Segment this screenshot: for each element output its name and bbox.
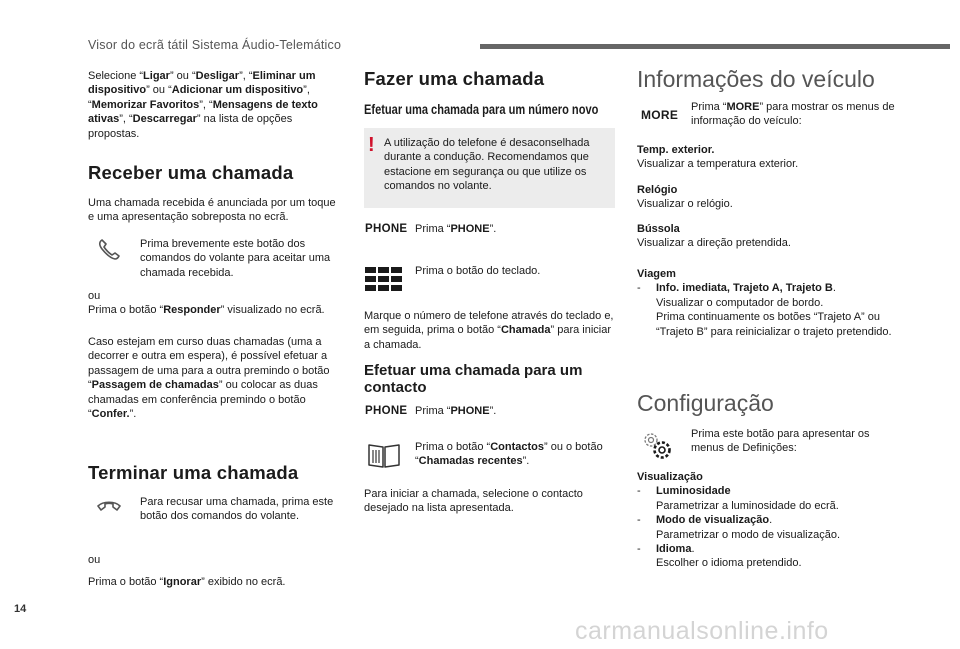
respond-text: Prima o botão “Responder” visualizado no ecrã. (88, 304, 325, 316)
trip-section: Viagem - Info. imediata, Trajeto A, Trajeto B. Visualizar o computador de bordo. Prima continuamente os botões “Trajeto A” ou “Trajeto B” para reinicializar o trajeto pretendido. (637, 268, 892, 338)
more-text: Prima “MORE” para mostrar os menus de informação do veículo: (691, 101, 895, 128)
end-call-heading: Terminar uma chamada (88, 462, 299, 483)
vehicle-item-1: Relógio Visualizar o relógio. (637, 184, 733, 211)
config-heading: Configuração (637, 390, 774, 416)
display-item-0: - Luminosidade Parametrizar a luminosidade do ecrã. (637, 485, 839, 512)
receive-icon-text: Prima brevemente este botão dos comandos do volante para aceitar uma chamada recebida. (140, 238, 331, 279)
ignore-text: Prima o botão “Ignorar” exibido no ecrã. (88, 576, 286, 588)
settings-gear-icon (640, 429, 674, 461)
phone-answer-icon (96, 236, 122, 262)
make-call-heading: Fazer uma chamada (364, 68, 545, 89)
or-text-2: ou (88, 554, 101, 566)
header-bar (480, 44, 950, 49)
phone-icon-2: PHONE (365, 405, 408, 417)
watermark: carmanualsonline.info (575, 617, 829, 645)
keypad-icon (365, 267, 403, 291)
display-item-2: - Idioma. Escolher o idioma pretendido. (637, 543, 802, 570)
vehicle-item-2: Bússola Visualizar a direção pretendida. (637, 223, 791, 250)
new-number-heading: Efetuar uma chamada para um número novo (364, 102, 599, 117)
phone-hangup-icon (96, 496, 122, 514)
warning-text: A utilização do telefone é desaconselhada durante a condução. Recomendamos que estacione em segurança ou que utilize os comandos no volante. (384, 137, 590, 193)
two-calls-text: Caso estejam em curso duas chamadas (uma a decorrer e outra em espera), é possível efetuar a passagem de uma para a outra premindo o botão “Passagem de chamadas” ou colocar as duas chamadas em conferência premindo o botão “Confer.”. (88, 336, 330, 421)
receive-call-text: Uma chamada recebida é anunciada por um toque e uma apresentação sobreposta no ecrã. (88, 197, 336, 224)
dial-text: Marque o número de telefone através do teclado e, em seguida, prima o botão “Chamada” para iniciar a chamada. (364, 310, 614, 351)
more-icon: MORE (641, 108, 679, 122)
receive-call-heading: Receber uma chamada (88, 162, 294, 183)
config-icon-text: Prima este botão para apresentar os menus de Definições: (691, 428, 870, 455)
phone-icon: PHONE (365, 223, 408, 235)
or-text-1: ou (88, 290, 101, 302)
press-phone-text-1: Prima “PHONE”. (415, 223, 497, 235)
page-header-title: Visor do ecrã tátil Sistema Áudio-Telemático (88, 38, 342, 52)
contacts-text: Prima o botão “Contactos” ou o botão “Chamadas recentes”. (415, 441, 603, 468)
select-contact-text: Para iniciar a chamada, selecione o contacto desejado na lista apresentada. (364, 488, 583, 515)
col1-intro: Selecione “Ligar” ou “Desligar”, “Eliminar um dispositivo” ou “Adicionar um dispositivo”, “Memorizar Favoritos”, “Mensagens de texto ativas”, “Descarregar” na lista de opções propostas. (88, 70, 318, 140)
vehicle-item-0: Temp. exterior. Visualizar a temperatura exterior. (637, 144, 799, 171)
contact-call-heading: Efetuar uma chamada para um contacto (364, 362, 583, 396)
display-item-1: - Modo de visualização. Parametrizar o modo de visualização. (637, 514, 841, 541)
page-number: 14 (14, 603, 27, 615)
vehicle-info-heading: Informações do veículo (637, 66, 875, 92)
press-phone-text-2: Prima “PHONE”. (415, 405, 497, 417)
contacts-book-icon (367, 441, 401, 469)
end-icon-text: Para recusar uma chamada, prima este botão dos comandos do volante. (140, 496, 334, 523)
warning-box (364, 128, 615, 208)
display-section: Visualização - Luminosidade Parametrizar a luminosidade do ecrã. - Modo de visualização. Parametrizar o modo de visualização. - Idioma. Escolher o idioma pretendido. (637, 470, 902, 571)
keypad-text: Prima o botão do teclado. (415, 265, 541, 277)
warning-icon: ! (368, 134, 375, 156)
